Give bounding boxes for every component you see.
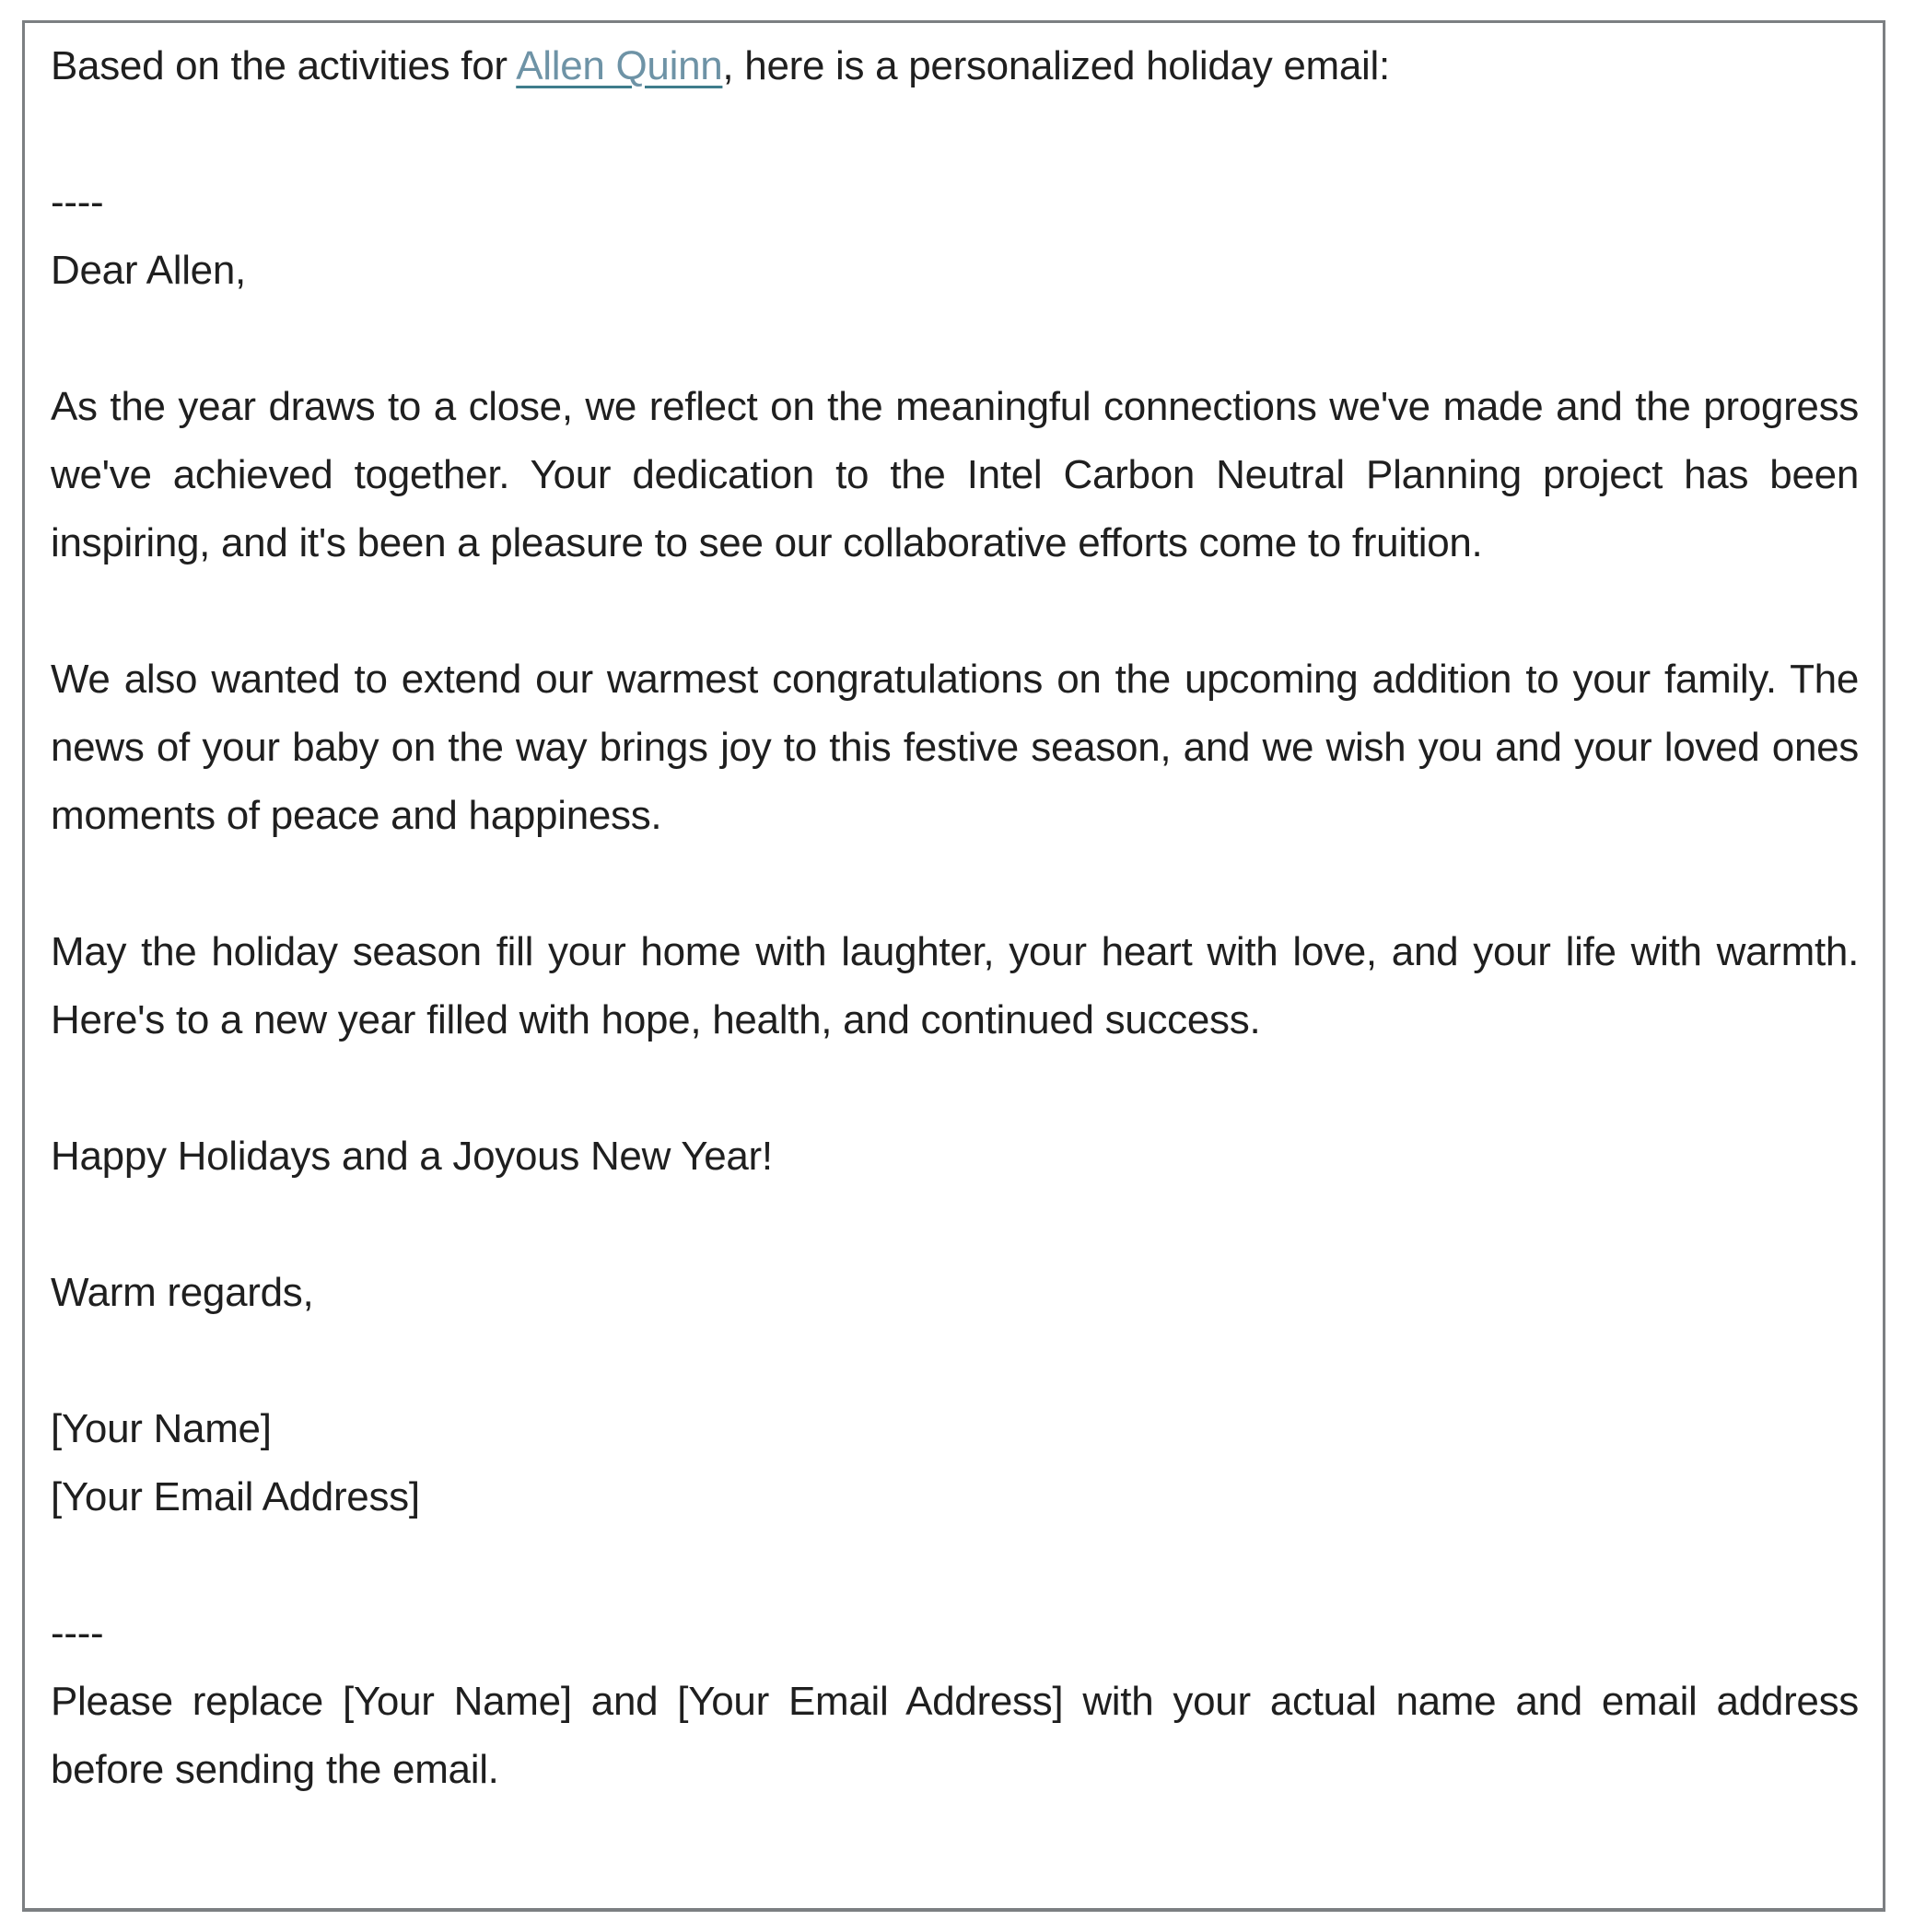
intro-suffix: , here is a personalized holiday email:: [722, 43, 1390, 88]
intro-prefix: Based on the activities for: [51, 43, 517, 88]
person-link-allen-quinn[interactable]: Allen Quinn: [516, 43, 723, 88]
signature-email-placeholder: [Your Email Address]: [51, 1474, 420, 1519]
footer-replace-note: Please replace [Your Name] and [Your Email Address] with your actual name and email address before sending the email.: [51, 1679, 1859, 1792]
email-paragraph-congratulations: We also wanted to extend our warmest congratulations on the upcoming addition to your family. The news of your baby on the way brings joy to this festive season, and we wish you and your loved ones moments of peace and happiness.: [51, 657, 1859, 838]
email-paragraph-year-reflection: As the year draws to a close, we reflect on the meaningful connections we've made and the progress we've achieved together. Your dedication to the Intel Carbon Neutral Planning project has been inspiring, and it's been a pleasure to see our collaborative efforts come to fruition.: [51, 384, 1859, 565]
email-sign-off: Warm regards,: [51, 1270, 314, 1315]
email-holiday-wish: Happy Holidays and a Joyous New Year!: [51, 1134, 773, 1179]
intro-line: [51, 32, 1859, 100]
signature-name-placeholder: [Your Name]: [51, 1406, 272, 1451]
email-draft-panel: [22, 20, 1885, 1912]
email-greeting: Dear Allen,: [51, 248, 246, 293]
divider-top: ----: [51, 180, 104, 225]
divider-bottom: ----: [51, 1611, 104, 1656]
email-paragraph-holiday-blessing: May the holiday season fill your home with laughter, your heart with love, and your life with warmth. Here's to a new year filled with hope, health, and continued success.: [51, 929, 1859, 1042]
